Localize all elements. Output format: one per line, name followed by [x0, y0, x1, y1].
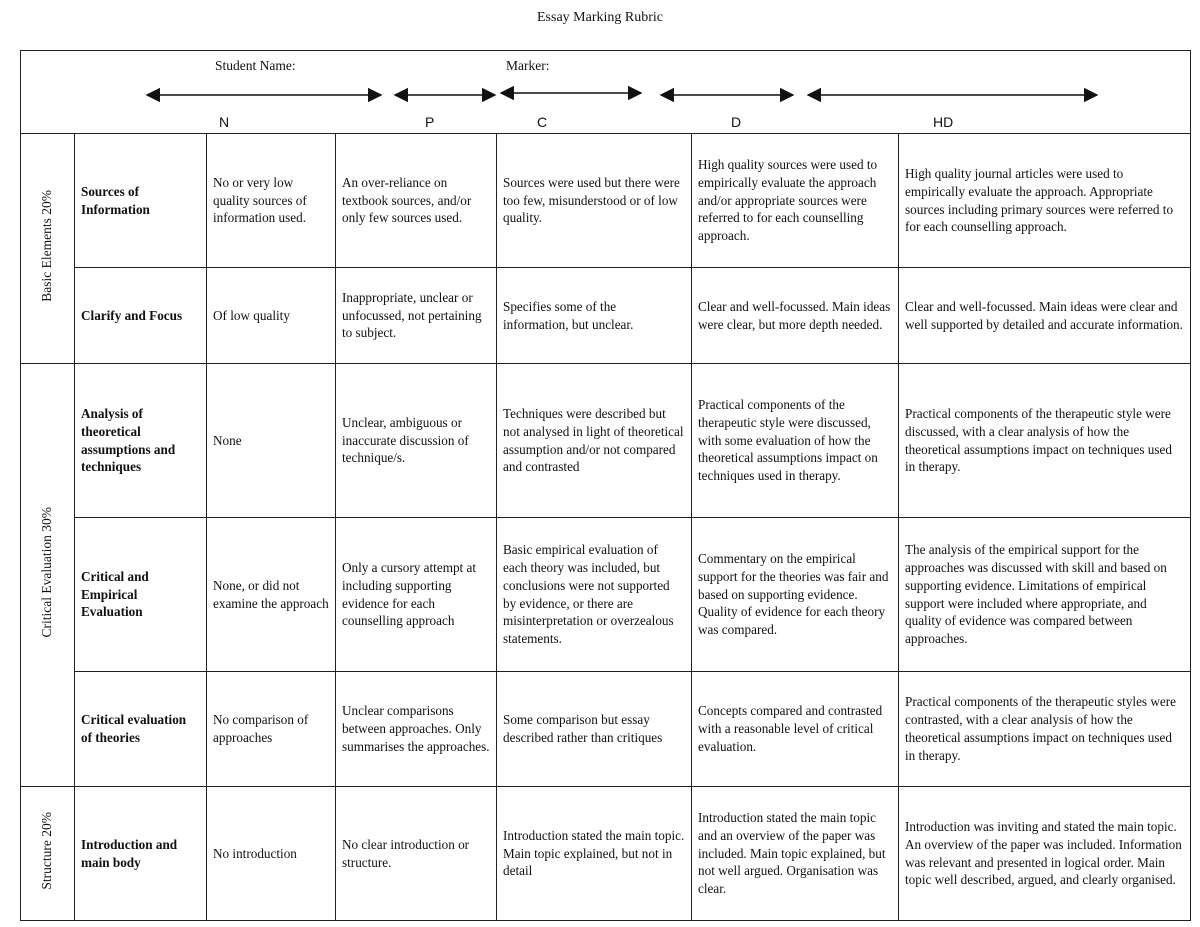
header-cell: [21, 51, 1191, 134]
cell-hd: Practical components of the therapeutic style were discussed, with a clear analysis of how the theoretical assumptions impact on techniques used in therapy.: [899, 364, 1191, 518]
page-title: Essay Marking Rubric: [537, 10, 663, 25]
cell-hd: High quality journal articles were used to empirically evaluate the approach. Appropriate sources including primary sources were referred to for each counselling approach.: [899, 134, 1191, 268]
table-row: [21, 787, 1191, 921]
table-row: [21, 672, 1191, 787]
table-row: [21, 268, 1191, 364]
cell-c: Techniques were described but not analysed in light of theoretical assumption and/or not compared and contrasted: [497, 364, 692, 518]
cell-c: Some comparison but essay described rather than critiques: [497, 672, 692, 787]
cell-hd: Clear and well-focussed. Main ideas were clear and well supported by detailed and accurate information.: [899, 268, 1191, 364]
criterion-label: Sources of Information: [75, 134, 207, 268]
cell-p: Unclear comparisons between approaches. Only summarises the approaches.: [336, 672, 497, 787]
table-row: [21, 134, 1191, 268]
grade-scale-arrows: [21, 51, 1191, 133]
rubric-table: [20, 50, 1191, 921]
cell-n: None: [207, 364, 336, 518]
header-row: [21, 51, 1191, 134]
marker-label: Marker:: [506, 58, 550, 73]
cell-n: No comparison of approaches: [207, 672, 336, 787]
cell-c: Specifies some of the information, but unclear.: [497, 268, 692, 364]
cell-n: No introduction: [207, 787, 336, 921]
cell-p: Unclear, ambiguous or inaccurate discussion of technique/s.: [336, 364, 497, 518]
cell-n: No or very low quality sources of information used.: [207, 134, 336, 268]
cell-p: An over-reliance on textbook sources, and/or only few sources used.: [336, 134, 497, 268]
group-basic-elements: Basic Elements 20%: [21, 134, 75, 364]
cell-d: Practical components of the therapeutic style were discussed, with some evaluation of how the theoretical assumptions impact on techniques used in therapy.: [692, 364, 899, 518]
grade-p: P: [425, 114, 435, 130]
cell-n: None, or did not examine the approach: [207, 518, 336, 672]
grade-c: C: [537, 114, 548, 130]
cell-hd: Introduction was inviting and stated the main topic. An overview of the paper was included. Information was relevant and presented in logical order. Main topic well described, argued, and clearly organised.: [899, 787, 1191, 921]
cell-d: Introduction stated the main topic and an overview of the paper was included. Main topic explained, but not well argued. Organisation was clear.: [692, 787, 899, 921]
cell-hd: The analysis of the empirical support for the approaches was discussed with skill and based on supporting evidence. Limitations of empirical support were included where appropriate, and quality of evidence was compared between approaches.: [899, 518, 1191, 672]
grade-hd: HD: [933, 114, 954, 130]
criterion-label: Critical evaluation of theories: [75, 672, 207, 787]
criterion-label: Analysis of theoretical assumptions and techniques: [75, 364, 207, 518]
criterion-label: Introduction and main body: [75, 787, 207, 921]
criterion-label: Clarify and Focus: [75, 268, 207, 364]
cell-d: Commentary on the empirical support for the theories was fair and based on supporting evidence. Quality of evidence for each theory was compared.: [692, 518, 899, 672]
grade-d: D: [731, 114, 742, 130]
cell-d: Clear and well-focussed. Main ideas were clear, but more depth needed.: [692, 268, 899, 364]
student-name-label: Student Name:: [215, 58, 296, 73]
cell-hd: Practical components of the therapeutic styles were contrasted, with a clear analysis of how the theoretical assumptions impact on techniques used in therapy.: [899, 672, 1191, 787]
cell-d: Concepts compared and contrasted with a reasonable level of critical evaluation.: [692, 672, 899, 787]
table-row: [21, 518, 1191, 672]
table-row: [21, 364, 1191, 518]
group-structure: Structure 20%: [21, 787, 75, 921]
cell-c: Basic empirical evaluation of each theory was included, but conclusions were not supported by evidence, or there are misinterpretation or overzealous statements.: [497, 518, 692, 672]
criterion-label: Critical and Empirical Evaluation: [75, 518, 207, 672]
cell-c: Sources were used but there were too few, misunderstood or of low quality.: [497, 134, 692, 268]
grade-n: N: [219, 114, 230, 130]
cell-d: High quality sources were used to empirically evaluate the approach and/or appropriate sources were referred to for each counselling approach.: [692, 134, 899, 268]
cell-p: Only a cursory attempt at including supporting evidence for each counselling approach: [336, 518, 497, 672]
cell-c: Introduction stated the main topic. Main topic explained, but not in detail: [497, 787, 692, 921]
cell-n: Of low quality: [207, 268, 336, 364]
cell-p: No clear introduction or structure.: [336, 787, 497, 921]
cell-p: Inappropriate, unclear or unfocussed, not pertaining to subject.: [336, 268, 497, 364]
group-critical-evaluation: Critical Evaluation 30%: [21, 364, 75, 787]
